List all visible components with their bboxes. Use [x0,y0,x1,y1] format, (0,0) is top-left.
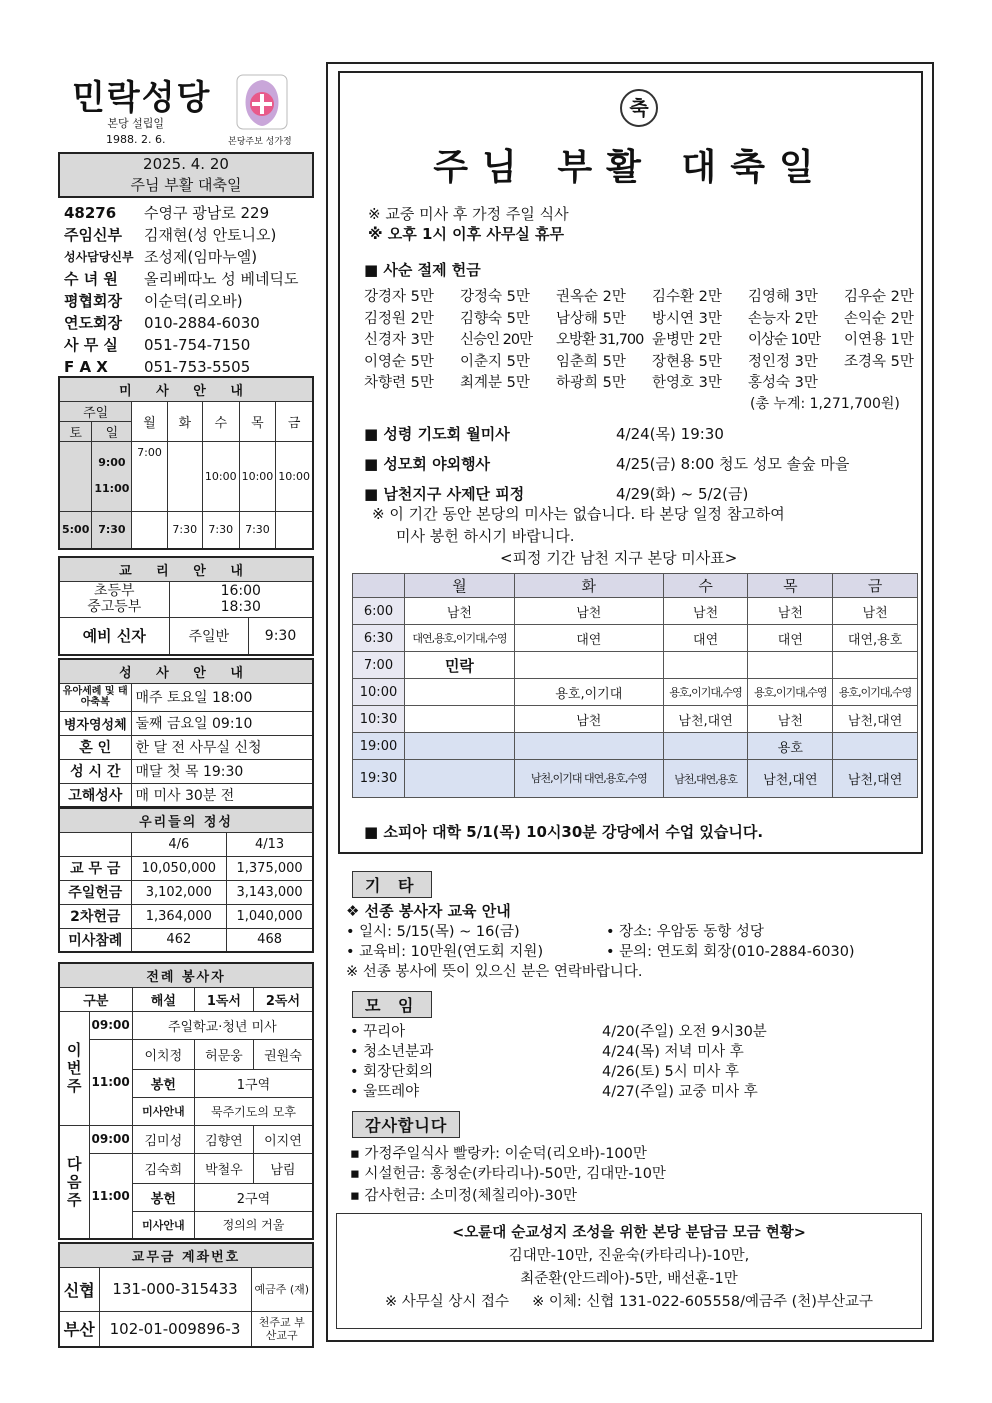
tue-pm: 7:30 [167,511,202,549]
vol-cell: 박철우 [194,1153,253,1183]
etc-line: ※ 선종 봉사에 뜻이 있으신 분은 연락바랍니다. [346,964,643,980]
contact-row [58,356,314,378]
thu-am: 10:00 [239,441,276,511]
donor: 이상순 10만 [748,332,821,348]
vol-cell: 정의의 거울 [194,1211,313,1239]
schedule-time: 6:30 [353,625,405,652]
donor: 임춘희 5만 [556,353,626,370]
contact-key: F A X [64,358,108,376]
donor: 강정숙 5만 [460,289,530,305]
donor: 김향숙 5만 [460,310,530,327]
sacrament-value: 한 달 전 사무실 신청 [131,735,313,759]
sun-am [92,441,132,511]
schedule-cell: 남천 [748,706,833,733]
donor: 신승인 20만 [460,332,533,348]
offering-key: 교 무 금 [59,856,131,880]
donor: 이영순 5만 [364,353,434,370]
contact-row [58,334,314,356]
sophia-notice: ■ 소피아 대학 5/1(목) 10시30분 강당에서 수업 있습니다. [364,823,764,841]
edu-time: 16:00 [220,583,261,599]
catechumen-label: 예비 신자 [59,617,169,655]
schedule-time: 10:30 [353,706,405,733]
donor: 오방환 31,700 [556,332,644,348]
contact-key: 수 녀 원 [64,270,118,288]
vol-cell: 권원숙 [253,1039,313,1069]
edu-title: 교 리 안 내 [59,557,313,581]
donor: 하광희 5만 [556,375,626,391]
event-name: ■ 성모회 야외행사 [364,455,491,473]
retreat-mass-schedule [352,573,918,798]
edu-levels [59,581,169,617]
contact-list [58,202,314,378]
schedule-cell [405,706,515,733]
founded-info [106,116,165,148]
offering-col: 4/13 [227,832,313,856]
schedule-day: 금 [833,574,918,598]
bulletin-date: 2025. 4. 20 [143,155,229,173]
schedule-time: 19:00 [353,733,405,760]
sacrament-key: 병자영성체 [59,711,131,735]
donor: 손익순 2만 [844,310,914,327]
schedule-time: 19:30 [353,760,405,798]
contact-row [58,312,314,334]
schedule-cell: 남천,대연 [833,760,918,798]
schedule-cell: 남천,이기대 대연,용호,수영 [514,760,663,798]
contact-key: 주임신부 [64,226,122,244]
edu-level: 중고등부 [87,599,142,615]
offering-title: 우리들의 정성 [59,808,313,832]
next-week-label: 다 음 주 [59,1125,89,1239]
contact-row [58,246,314,268]
donor: 신경자 3만 [364,332,434,348]
edu-time: 18:30 [220,599,261,615]
donor: 손능자 2만 [748,310,818,327]
thanks-line: ▪ 시설헌금: 홍청순(카타리나)-50만, 김대만-10만 [350,1166,666,1182]
donor: 김영해 3만 [748,289,818,305]
day-sat: 토 [59,421,92,441]
offering-col: 4/6 [131,832,227,856]
sacrament-value: 매 미사 30분 전 [131,783,313,807]
schedule-cell: 남천,대연,용호 [663,760,748,798]
donor: 이춘지 5만 [460,353,530,370]
contact-row [58,290,314,312]
event-date: 4/25(금) 8:00 청도 성모 솔숲 마을 [616,455,850,473]
schedule-row [353,652,918,679]
schedule-time: 7:00 [353,652,405,679]
etc-line: • 교육비: 10만원(연도회 지원) [346,944,544,960]
meeting-time: 4/20(주일) 오전 9시30분 [602,1024,767,1040]
schedule-cell [833,652,918,679]
catechumen-day: 주일반 [169,617,249,655]
donor: 조경옥 5만 [844,353,914,370]
shrine-fund-box [336,1213,922,1329]
contact-value: 051-754-7150 [144,336,251,354]
contact-key: 48276 [64,204,117,222]
offering-key: 2차헌금 [59,904,131,928]
schedule-cell [748,652,833,679]
schedule-row [353,706,918,733]
vol-cell: 묵주기도의 모후 [194,1097,313,1125]
account-number[interactable]: 131-000-315433 [99,1267,251,1311]
schedule-time: 6:00 [353,598,405,625]
thu-pm: 7:30 [239,511,276,549]
schedule-day: 목 [748,574,833,598]
vol-time: 09:00 [89,1011,132,1039]
donor: 방시연 3만 [652,310,722,327]
donor: 김우순 2만 [844,289,914,305]
schedule-cell: 용호,이기대,수영 [748,679,833,706]
meeting-time: 4/24(목) 저녁 미사 후 [602,1044,744,1060]
donor: 차향련 5만 [364,375,434,391]
offering-val: 3,102,000 [131,880,227,904]
sacrament-value: 매주 토요일 18:00 [131,683,313,711]
shrine-fund-line: 김대만-10만, 진윤숙(카타리나)-10만, [508,1248,750,1264]
donor: 강경자 5만 [364,289,434,305]
thanks-line: ▪ 감사헌금: 소미정(체칠리아)-30만 [350,1188,578,1204]
donor-row [364,287,924,309]
thanks-tag: 감사합니다 [352,1111,460,1138]
sacrament-key: 고해성사 [59,783,131,807]
day-wed: 수 [202,401,239,441]
schedule-cell: 대연,용호,이기대,수영 [405,625,515,652]
thanks-line: ▪ 가정주일식사 빨랑카: 이순덕(리오바)-100만 [350,1146,647,1162]
meeting-name: • 울뜨레야 [350,1084,420,1100]
account-table [58,1242,314,1348]
contact-row [58,202,314,224]
holy-family-logo-icon [236,74,288,130]
vol-cell: 이치정 [132,1039,194,1069]
mon-pm [132,511,167,549]
edu-table [58,556,314,656]
account-title: 교무금 계좌번호 [59,1243,313,1267]
schedule-cell: 남천,대연 [663,706,748,733]
main-title: 주님 부활 대축일 [433,147,828,188]
mass-sunday-head: 주일 [59,401,132,421]
vol-cell: 2구역 [194,1183,313,1211]
schedule-cell [663,733,748,760]
parish-name: 민락성당 [72,78,212,118]
this-week-label: 이 번 주 [59,1011,89,1125]
offering-val: 1,375,000 [227,856,313,880]
schedule-cell [514,733,663,760]
meeting-name: • 청소년분과 [350,1044,434,1060]
meetings-tag: 모 임 [352,991,432,1018]
edu-times [169,581,313,617]
day-mon: 월 [132,401,167,441]
logo-caption: 본당주보 성가정 [228,137,292,147]
donor-row [364,330,924,352]
note-line: ※ 교중 미사 후 가정 주일 식사 [368,205,569,223]
vol-head: 해설 [132,987,194,1011]
schedule-cell [405,760,515,798]
schedule-cell: 용호,이기대,수영 [663,679,748,706]
schedule-cell: 대연 [514,625,663,652]
offering-val: 1,364,000 [131,904,227,928]
founded-date: 1988. 2. 6. [106,133,166,146]
sacrament-value: 둘째 금요일 09:10 [131,711,313,735]
account-holder: 예금주 (재) [251,1267,313,1311]
schedule-cell: 남천 [514,706,663,733]
offering-key: 주일헌금 [59,880,131,904]
contact-value: 이순덕(리오바) [144,292,243,310]
offering-blank [59,832,131,856]
vol-head: 1독서 [194,987,253,1011]
day-thu: 목 [239,401,276,441]
volunteer-title: 전례 봉사자 [59,963,313,987]
vol-cell: 김숙희 [132,1153,194,1183]
etc-line: • 일시: 5/15(목) ~ 16(금) [346,924,520,940]
vol-head: 구분 [59,987,132,1011]
sacrament-key: 유아세례 및 태아축복 [59,683,131,711]
meeting-time: 4/26(토) 5시 미사 후 [602,1064,739,1080]
schedule-row [353,760,918,798]
retreat-note: ※ 이 기간 동안 본당의 미사는 없습니다. 타 본당 일정 참고하여 [372,505,785,523]
bank-name: 신협 [59,1267,99,1311]
sacrament-table [58,658,314,808]
schedule-cell [514,652,663,679]
schedule-cell: 남천,대연 [748,760,833,798]
meeting-name: • 꾸리아 [350,1024,406,1040]
easter-notice-box [338,71,923,854]
donor: 홍성숙 3만 [748,375,818,391]
bank-name: 부산 [59,1311,99,1347]
schedule-cell: 대연 [663,625,748,652]
schedule-cell: 남천,대연 [833,706,918,733]
schedule-row [353,625,918,652]
vol-time: 11:00 [89,1153,132,1239]
fri-am: 10:00 [276,441,313,511]
catechumen-time: 9:30 [249,617,313,655]
sacrament-value: 매달 첫 목 19:30 [131,759,313,783]
mass-table [58,376,314,550]
donor-row [364,309,924,331]
mass-title: 미 사 안 내 [59,377,313,401]
etc-tag: 기 타 [352,871,432,898]
offering-val: 1,040,000 [227,904,313,928]
time: 11:00 [94,482,130,495]
day-fri: 금 [276,401,313,441]
schedule-row [353,679,918,706]
shrine-fund-line: ※ 사무실 상시 접수 ※ 이체: 신협 131-022-605558/예금주 (천)부산교구 [385,1294,873,1310]
vol-cell: 봉헌 [132,1183,194,1211]
donor: 최계분 5만 [460,375,530,391]
donor: 윤병만 2만 [652,332,722,348]
vol-cell: 이지연 [253,1125,313,1153]
schedule-cell: 남천 [514,598,663,625]
donor-list [364,287,924,395]
tue-am [167,441,202,511]
vol-cell: 1구역 [194,1069,313,1097]
vol-cell: 김향연 [194,1125,253,1153]
sacrament-title: 성 사 안 내 [59,659,313,683]
day-tue: 화 [167,401,202,441]
schedule-cell: 용호,이기대 [514,679,663,706]
vol-cell: 봉헌 [132,1069,194,1097]
vol-cell: 미사안내 [132,1097,194,1125]
sat-am [59,441,92,511]
volunteer-table [58,962,314,1240]
celebration-emblem-icon: 축 [620,89,658,127]
schedule-cell: 남천 [748,598,833,625]
offering-key: 미사참례 [59,928,131,952]
sat-pm: 5:00 [59,511,92,549]
schedule-cell: 대연,용호 [833,625,918,652]
contact-row [58,268,314,290]
schedule-corner [353,574,405,598]
schedule-cell: 용호 [748,733,833,760]
founded-label: 본당 설립일 [107,117,165,130]
edu-level: 초등부 [93,583,135,599]
vol-head: 2독서 [253,987,313,1011]
donor: 이연용 1만 [844,332,914,348]
contact-value: 올리베따노 성 베네딕도 [144,270,299,288]
schedule-day: 화 [514,574,663,598]
contact-value: 김재현(성 안토니오) [144,226,277,244]
schedule-cell [405,679,515,706]
shrine-fund-line: 최준환(안드레아)-5만, 배선훈-1만 [520,1271,738,1287]
contact-key: 연도회장 [64,314,122,332]
donor: 김정원 2만 [364,310,434,327]
account-holder: 천주교 부산교구 [251,1311,313,1347]
schedule-time: 10:00 [353,679,405,706]
feast-name: 주님 부활 대축일 [130,176,242,194]
day-sun: 일 [92,421,132,441]
account-number[interactable]: 102-01-009896-3 [99,1311,251,1347]
offering-val: 462 [131,928,227,952]
donor: 정인정 3만 [748,353,818,370]
event-date: 4/24(목) 19:30 [616,425,724,443]
schedule-cell: 민락 [405,652,515,679]
donor: 권옥순 2만 [556,289,626,305]
shrine-fund-title: <오륜대 순교성지 조성을 위한 본당 분담금 모금 현황> [452,1225,806,1241]
offering-table [58,807,314,953]
sacrament-key: 혼 인 [59,735,131,759]
wed-pm: 7:30 [202,511,239,549]
schedule-day: 수 [663,574,748,598]
contact-value: 조성제(임마누엘) [144,248,258,266]
event-name: ■ 남천지구 사제단 피정 [364,485,525,503]
sacrament-key: 성 시 간 [59,759,131,783]
contact-value: 010-2884-6030 [144,314,260,332]
meeting-name: • 회장단회의 [350,1064,434,1080]
schedule-day: 월 [405,574,515,598]
fast-offering-title: ■ 사순 절제 헌금 [364,261,481,279]
schedule-cell: 남천 [663,598,748,625]
contact-key: 사 무 실 [64,336,118,354]
vol-cell: 허문웅 [194,1039,253,1069]
etc-title: ❖ 선종 봉사자 교육 안내 [346,902,511,920]
vol-cell: 김미성 [132,1125,194,1153]
event-date: 4/29(화) ~ 5/2(금) [616,485,749,503]
schedule-cell: 남천 [405,598,515,625]
donor-row [364,352,924,374]
schedule-cell: 남천 [833,598,918,625]
offering-val: 3,143,000 [227,880,313,904]
donor: 한영호 3만 [652,375,722,391]
retreat-note: 미사 봉헌 하시기 바랍니다. [396,527,575,545]
schedule-row [353,733,918,760]
wed-am: 10:00 [202,441,239,511]
sun-pm: 7:30 [92,511,132,549]
date-box [58,152,314,198]
contact-value: 051-753-5505 [144,358,251,376]
offering-val: 468 [227,928,313,952]
meeting-time: 4/27(주일) 교중 미사 후 [602,1084,758,1100]
offering-val: 10,050,000 [131,856,227,880]
schedule-cell [833,733,918,760]
time: 9:00 [98,456,126,469]
schedule-cell [663,652,748,679]
schedule-cell: 대연 [748,625,833,652]
contact-value: 수영구 광남로 229 [144,204,270,222]
schedule-cell: 용호,이기대,수영 [833,679,918,706]
event-name: ■ 성령 기도회 월미사 [364,425,510,443]
vol-cell: 남림 [253,1153,313,1183]
vol-cell: 주일학교·청년 미사 [132,1011,313,1039]
vol-time: 09:00 [89,1125,132,1153]
contact-key: 평협회장 [64,292,122,310]
schedule-header [353,574,918,598]
fri-pm [276,511,313,549]
etc-line: • 문의: 연도회 회장(010-2884-6030) [606,944,855,960]
note-line: ※ 오후 1시 이후 사무실 휴무 [368,225,565,243]
donor-row [364,373,924,395]
mon-am: 7:00 [132,441,167,511]
donation-total: (총 누계: 1,271,700원) [750,396,900,412]
donor: 장현용 5만 [652,353,722,370]
schedule-cell [405,733,515,760]
donor: 김수환 2만 [652,289,722,305]
vol-time: 11:00 [89,1039,132,1125]
etc-line: • 장소: 우암동 동항 성당 [606,924,764,940]
contact-row [58,224,314,246]
contact-key: 성사담당신부 [64,250,134,264]
schedule-caption: <피정 기간 남천 지구 본당 미사표> [500,549,738,567]
schedule-row [353,598,918,625]
donor: 남상해 5만 [556,310,626,327]
vol-cell: 미사안내 [132,1211,194,1239]
